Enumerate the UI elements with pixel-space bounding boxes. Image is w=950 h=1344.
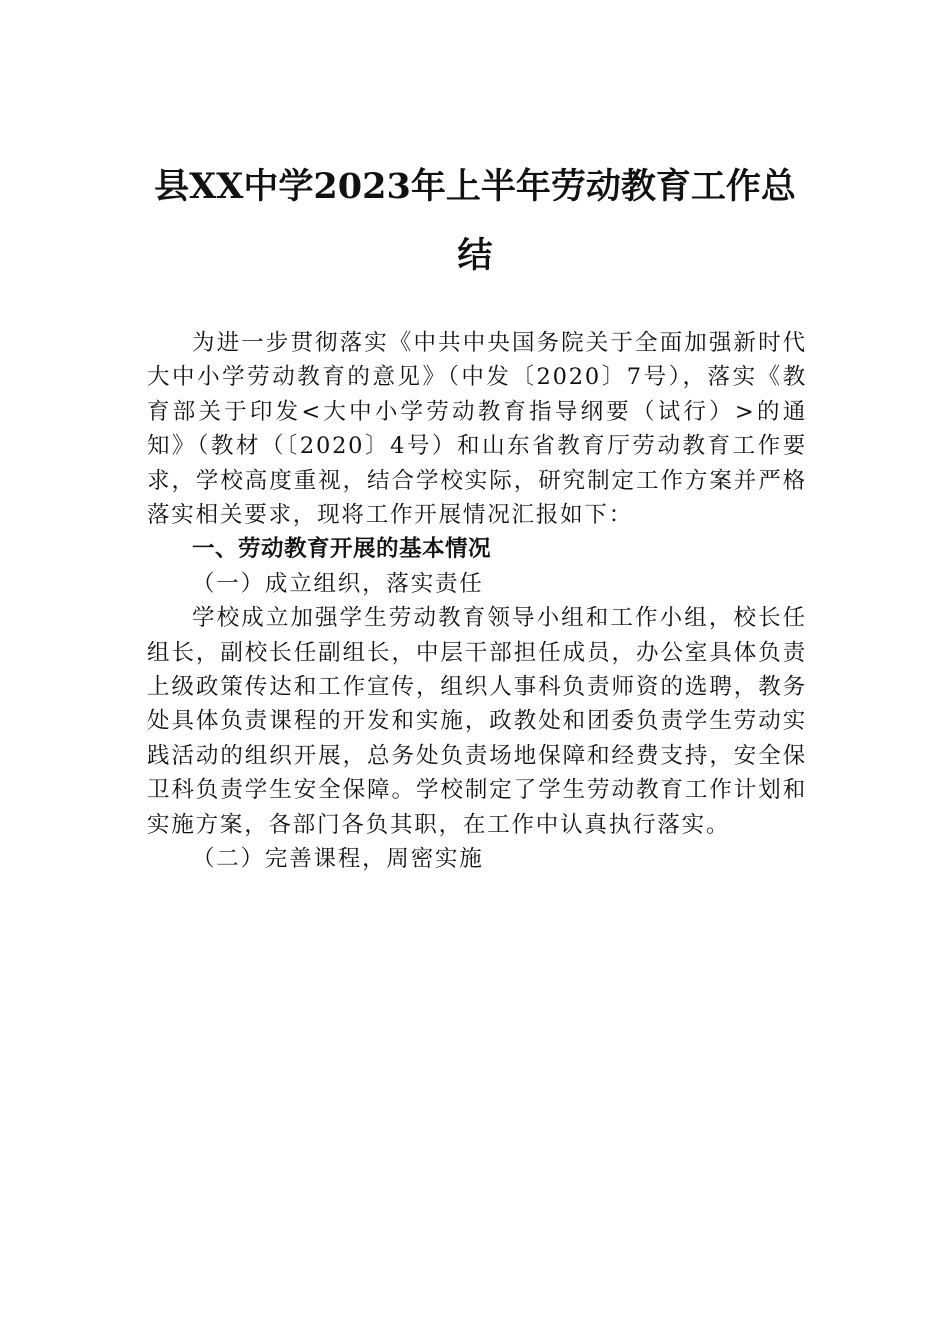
document-title-line-1: 县XX中学2023年上半年劳动教育工作总 [154, 166, 796, 207]
document-body [147, 326, 807, 877]
document-title-line-2: 结 [457, 235, 493, 276]
section-heading-1: 一、劳动教育开展的基本情况 [192, 536, 492, 563]
subsection-heading-2: （二）完善课程，周密实施 [192, 846, 484, 873]
subsection-heading-1: （一）成立组织，落实责任 [192, 570, 484, 597]
intro-paragraph: 为进一步贯彻落实《中共中央国务院关于全面加强新时代大中小学劳动教育的意见》（中发〔2020〕7号），落实《教育部关于印发<大中小学劳动教育指导纲要（试行）>的通知》（教材（〔2020〕4号）和山东省教育厅劳动教育工作要求，学校高度重视，结合学校实际，研究制定工作方案并严格落实相关要求，现将工作开展情况汇报如下： [147, 330, 807, 529]
subsection-1-paragraph: 学校成立加强学生劳动教育领导小组和工作小组，校长任组长，副校长任副组长，中层干部担任成员，办公室具体负责上级政策传达和工作宣传，组织人事科负责师资的选聘，教务处具体负责课程的开发和实施，政教处和团委负责学生劳动实践活动的组织开展，总务处负责场地保障和经费支持，安全保卫科负责学生安全保障。学校制定了学生劳动教育工作计划和实施方案，各部门各负其职，在工作中认真执行落实。 [147, 605, 807, 838]
